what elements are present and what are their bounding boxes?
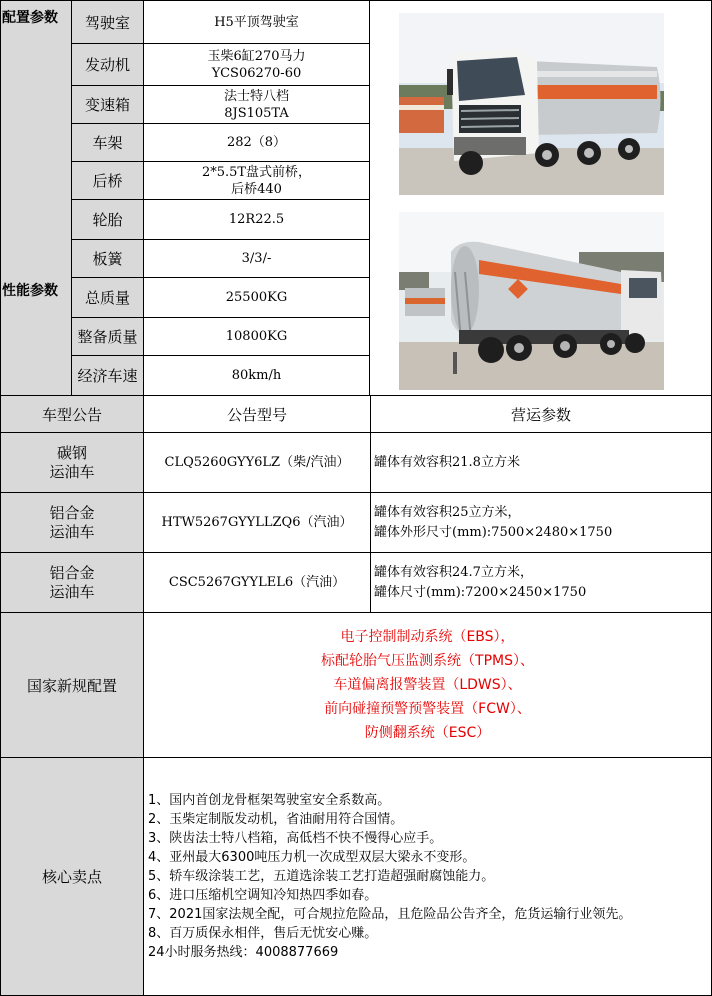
operating-param-line: 罐体有效容积25立方米，	[374, 504, 521, 520]
spec-value-line: 玉柴6缸270马力	[207, 48, 306, 64]
spec-label: 经济车速	[72, 356, 144, 396]
spec-value-line: 10800KG	[225, 329, 288, 344]
config-section-label: 配置参数	[2, 10, 58, 26]
national-config-label: 国家新规配置	[0, 613, 144, 758]
spec-value-line: YCS06270-60	[211, 65, 302, 81]
spec-value	[144, 86, 370, 124]
spec-value	[144, 318, 370, 356]
operating-param-line: 罐体外形尺寸(mm):7500×2480×1750	[374, 524, 613, 540]
spec-value-line: 25500KG	[225, 290, 288, 305]
selling-point: 7、2021国家法规全配，可合规拉危险品，且危险品公告齐全，危货运输行业领先。	[148, 907, 632, 922]
national-config-item: 车道偏离报警装置（LDWS）、	[333, 677, 522, 693]
operating-params	[371, 553, 712, 613]
spec-value	[144, 356, 370, 396]
spec-label: 总质量	[72, 278, 144, 318]
spec-label: 驾驶室	[72, 0, 144, 44]
spec-label: 变速箱	[72, 86, 144, 124]
spec-value-line: 80km/h	[231, 368, 282, 383]
model-type	[0, 433, 144, 493]
announcement-model: HTW5267GYYLLZQ6（汽油）	[144, 493, 371, 553]
spec-value-line: 282（8）	[226, 135, 287, 150]
announcement-model: CSC5267GYYLEL6（汽油）	[144, 553, 371, 613]
announcement-model: CLQ5260GYY6LZ（柴/汽油）	[144, 433, 371, 493]
selling-points-list	[144, 758, 712, 996]
national-config-list	[144, 613, 712, 758]
selling-point: 1、国内首创龙骨框架驾驶室安全系数高。	[148, 793, 391, 808]
spec-value	[144, 0, 370, 44]
header-operating-params: 营运参数	[371, 396, 712, 433]
model-type-line: 碳钢	[56, 443, 87, 462]
model-type-line: 铝合金	[49, 503, 95, 522]
spec-value	[144, 240, 370, 278]
perf-section-label: 性能参数	[2, 283, 58, 299]
spec-value-line: 法士特八档	[223, 88, 289, 104]
spec-value	[144, 124, 370, 162]
model-type-line: 铝合金	[49, 563, 95, 582]
operating-param-line: 罐体尺寸(mm):7200×2450×1750	[374, 584, 587, 600]
spec-label: 后桥	[72, 162, 144, 200]
model-type-line: 运油车	[49, 582, 95, 601]
spec-value	[144, 44, 370, 86]
spec-value-line: H5平顶驾驶室	[214, 14, 299, 30]
national-config-item: 标配轮胎气压监测系统（TPMS）、	[321, 653, 534, 669]
spec-value	[144, 200, 370, 240]
spec-value-line: 后桥440	[231, 181, 282, 197]
spec-value	[144, 162, 370, 200]
spec-label: 发动机	[72, 44, 144, 86]
national-config-item: 防侧翻系统（ESC）	[364, 725, 491, 741]
national-config-item: 电子控制制动系统（EBS），	[340, 629, 515, 645]
spec-label: 整备质量	[72, 318, 144, 356]
spec-value-line: 3/3/-	[241, 251, 272, 266]
selling-point: 2、玉柴定制版发动机，省油耐用符合国情。	[148, 812, 404, 827]
selling-points-label: 核心卖点	[0, 758, 144, 996]
selling-point: 5、轿车级涂装工艺，五道选涂装工艺打造超强耐腐蚀能力。	[148, 869, 495, 884]
model-type-line: 运油车	[49, 522, 95, 541]
operating-params	[371, 433, 712, 493]
selling-point: 6、进口压缩机空调知冷知热四季如春。	[148, 888, 378, 903]
header-announcement-model: 公告型号	[144, 396, 371, 433]
header-model-type: 车型公告	[0, 396, 144, 433]
spec-value	[144, 278, 370, 318]
model-type-line: 运油车	[49, 462, 95, 481]
section-column	[0, 0, 72, 396]
operating-param-line: 罐体有效容积21.8立方米	[374, 454, 520, 470]
spec-value-line: 12R22.5	[228, 212, 285, 227]
spec-label: 车架	[72, 124, 144, 162]
spec-label: 轮胎	[72, 200, 144, 240]
model-type	[0, 493, 144, 553]
spec-label: 板簧	[72, 240, 144, 278]
selling-point: 4、亚州最大6300吨压力机一次成型双层大梁永不变形。	[148, 850, 476, 865]
spec-value-line: 8JS105TA	[224, 105, 289, 121]
service-hotline: 24小时服务热线：4008877669	[148, 945, 339, 960]
selling-point: 8、百万质保永相伴，售后无忧安心赚。	[148, 926, 378, 941]
truck-photo-front	[399, 13, 664, 195]
operating-params	[371, 493, 712, 553]
operating-param-line: 罐体有效容积24.7立方米，	[374, 564, 533, 580]
national-config-item: 前向碰撞预警预警装置（FCW）、	[324, 701, 531, 717]
model-type	[0, 553, 144, 613]
truck-photo-rear	[399, 212, 664, 390]
selling-point: 3、陕齿法士特八档箱，高低档不快不慢得心应手。	[148, 831, 443, 846]
spec-value-line: 2*5.5T盘式前桥，	[201, 164, 312, 180]
